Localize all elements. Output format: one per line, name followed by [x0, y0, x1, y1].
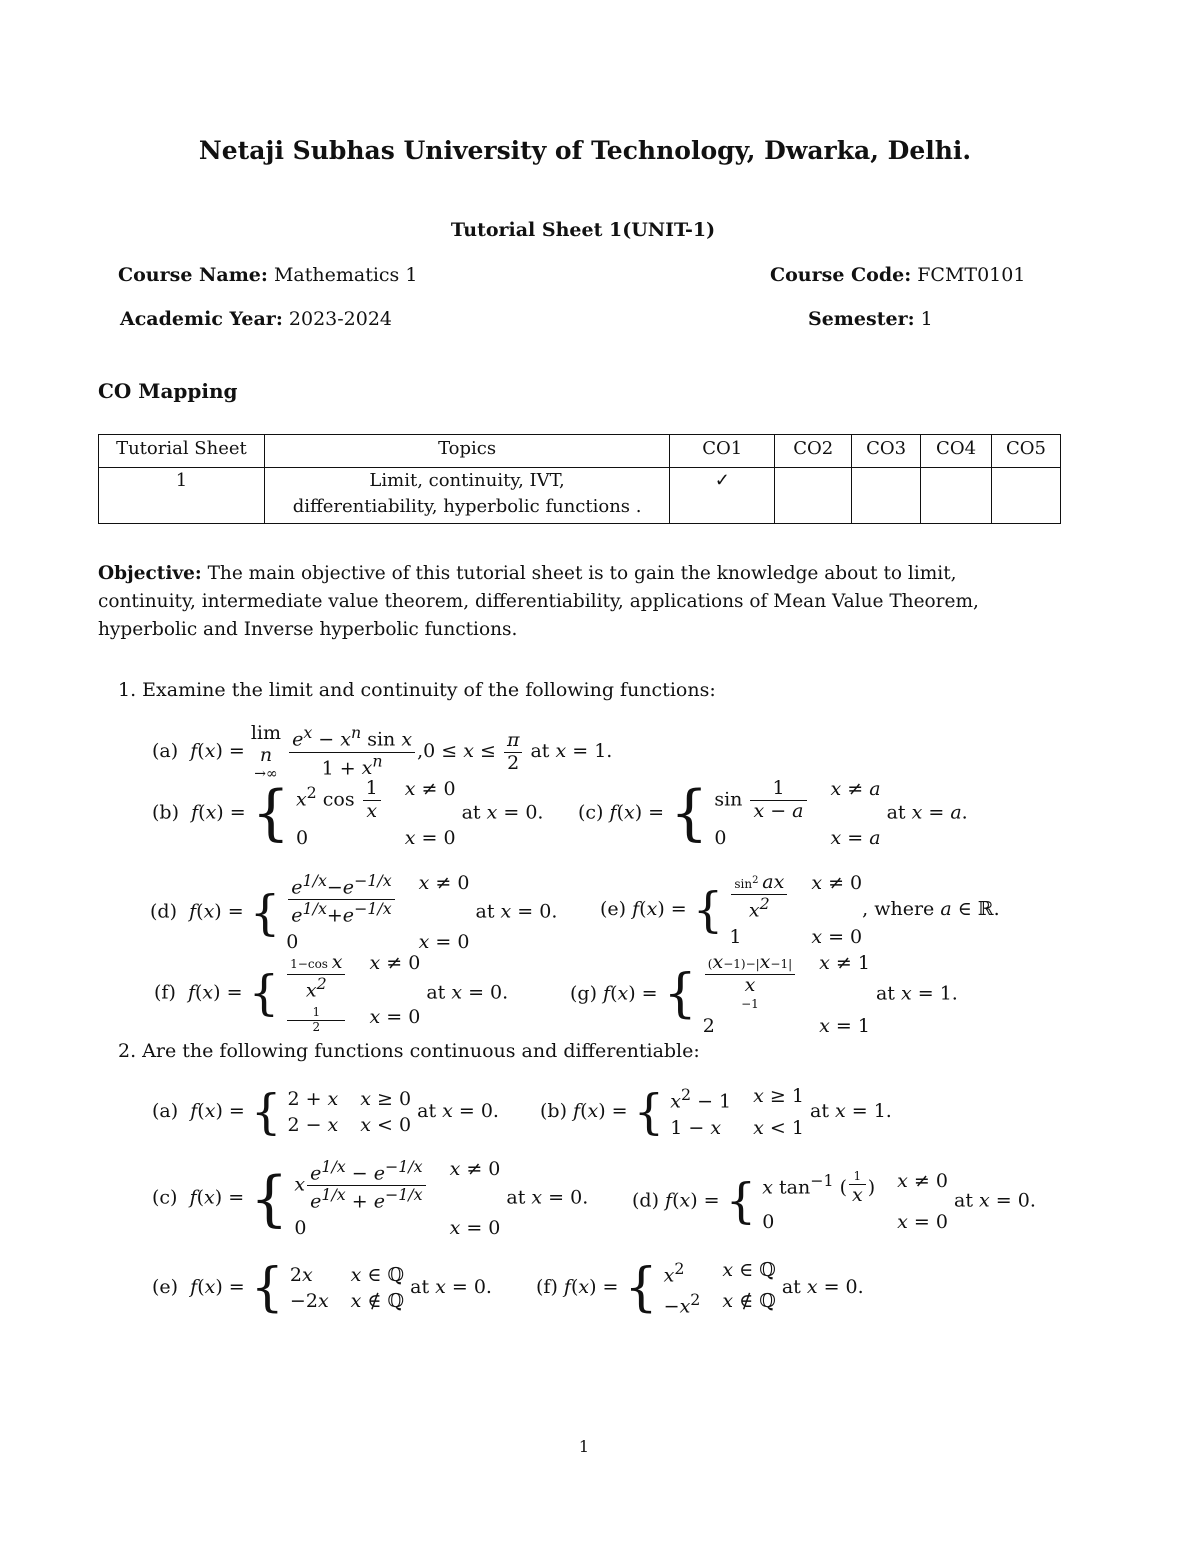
- cell-co4: [921, 468, 992, 524]
- table-row: [99, 468, 1061, 524]
- university-title: Netaji Subhas University of Technology, Dwarka, Delhi.: [198, 136, 972, 165]
- cell-co2: [775, 468, 852, 524]
- academic-year: [120, 308, 392, 330]
- col-co2: CO2: [775, 435, 852, 468]
- topics-line-1: Limit, continuity, IVT,: [369, 470, 565, 491]
- col-co5: CO5: [992, 435, 1061, 468]
- q2-b-formula: (b) f(x) = { $x^2 - 1$ x ≥ 1 1 − x x < 1 at x = 1.: [540, 1084, 892, 1140]
- q1-a-formula: (a) f(x) = lim n →∞ $\frac{e^x - x^n \sin x}{1 + x^n}$ ,0 ≤ x ≤ $\frac{\pi}{2}$ at x = 1.: [152, 722, 613, 782]
- q2-d-formula: (d) f(x) = { x $\tan^{-1}$ ( $\frac{1}{x}$ ) x ≠ 0 0 x = 0 at x = 0.: [632, 1169, 1036, 1233]
- q2-c-formula: (c) f(x) = { x $\frac{e^{1/x} - e^{-1/x}}{e^{1/x} + e^{-1/x}}$ x ≠ 0 0 x = 0 at x = 0.: [152, 1157, 589, 1240]
- col-topics: Topics: [264, 435, 670, 468]
- semester-value: 1: [920, 308, 933, 330]
- col-co3: CO3: [852, 435, 921, 468]
- q2-f-formula: (f) f(x) = { $x^2$ x ∈ ℚ $-x^2$ x ∉ ℚ at x = 0.: [536, 1258, 864, 1318]
- cell-sheet: 1: [99, 468, 265, 524]
- semester: [808, 308, 933, 330]
- co-mapping-table: [98, 434, 1061, 524]
- col-co1: CO1: [670, 435, 775, 468]
- page-number: 1: [578, 1437, 590, 1456]
- academic-year-label: Academic Year:: [120, 308, 283, 330]
- cell-co3: [852, 468, 921, 524]
- course-name-label: Course Name:: [118, 264, 268, 286]
- q1-c-formula: (c) f(x) = { sin $\frac{1}{x - a}$ x ≠ a 0 x = a at x = a.: [578, 777, 968, 849]
- sheet-title: Tutorial Sheet 1(UNIT-1): [450, 219, 716, 241]
- objective-text: The main objective of this tutorial sheet is to gain the knowledge about to limit, continuity, intermediate value theorem, differentiability, applications of Mean Value Theorem, hyperbolic and Inverse hyperbolic functions.: [98, 563, 979, 640]
- semester-label: Semester:: [808, 308, 915, 330]
- q1-g-formula: (g) f(x) = { (x−1)−|x−1| x −1 x ≠ 1 2 x = 1 at x = 1.: [570, 951, 958, 1037]
- q1-e-formula: (e) f(x) = { $\frac{\sin^2 ax}{x^2}$ x ≠ 0 1 x = 0 , where a ∈ ℝ.: [600, 871, 1000, 949]
- objective-paragraph: [98, 560, 1058, 644]
- course-code-value: FCMT0101: [917, 264, 1026, 286]
- cell-co1: ✓: [670, 468, 775, 524]
- cell-co5: [992, 468, 1061, 524]
- q2-a-formula: (a) f(x) = { 2 + x x ≥ 0 2 − x x < 0 at x = 0.: [152, 1084, 499, 1140]
- course-code: [770, 264, 1025, 286]
- course-name: [118, 264, 417, 286]
- question-2: 2. Are the following functions continuous and differentiable:: [118, 1040, 700, 1062]
- academic-year-value: 2023-2024: [288, 308, 393, 330]
- question-1: 1. Examine the limit and continuity of the following functions:: [118, 679, 716, 701]
- table-header-row: [99, 435, 1061, 468]
- q2-e-formula: (e) f(x) = { 2x x ∈ ℚ −2x x ∉ ℚ at x = 0.: [152, 1258, 492, 1318]
- co-mapping-heading: CO Mapping: [98, 379, 238, 403]
- q1-d-formula: (d) f(x) = { $\frac{e^{1/x}-e^{-1/x}}{e^{1/x}+e^{-1/x}}$ x ≠ 0 0 x = 0 at x = 0.: [150, 871, 558, 954]
- topics-line-2: differentiability, hyperbolic functions .: [292, 496, 642, 517]
- q1-b-formula: (b) f(x) = { $x^2$ cos $\frac{1}{x}$ x ≠ 0 0 x = 0 at x = 0.: [152, 777, 544, 849]
- course-name-value: Mathematics 1: [273, 264, 418, 286]
- cell-topics: [264, 468, 670, 524]
- q1-f-formula: (f) f(x) = { $\frac{\text{1−cos x}}{x^2}$ x ≠ 0 $\frac{1}{2}$ x = 0 at x = 0.: [154, 951, 509, 1034]
- col-co4: CO4: [921, 435, 992, 468]
- course-code-label: Course Code:: [770, 264, 912, 286]
- objective-label: Objective:: [98, 563, 202, 584]
- col-tutorial-sheet: Tutorial Sheet: [99, 435, 265, 468]
